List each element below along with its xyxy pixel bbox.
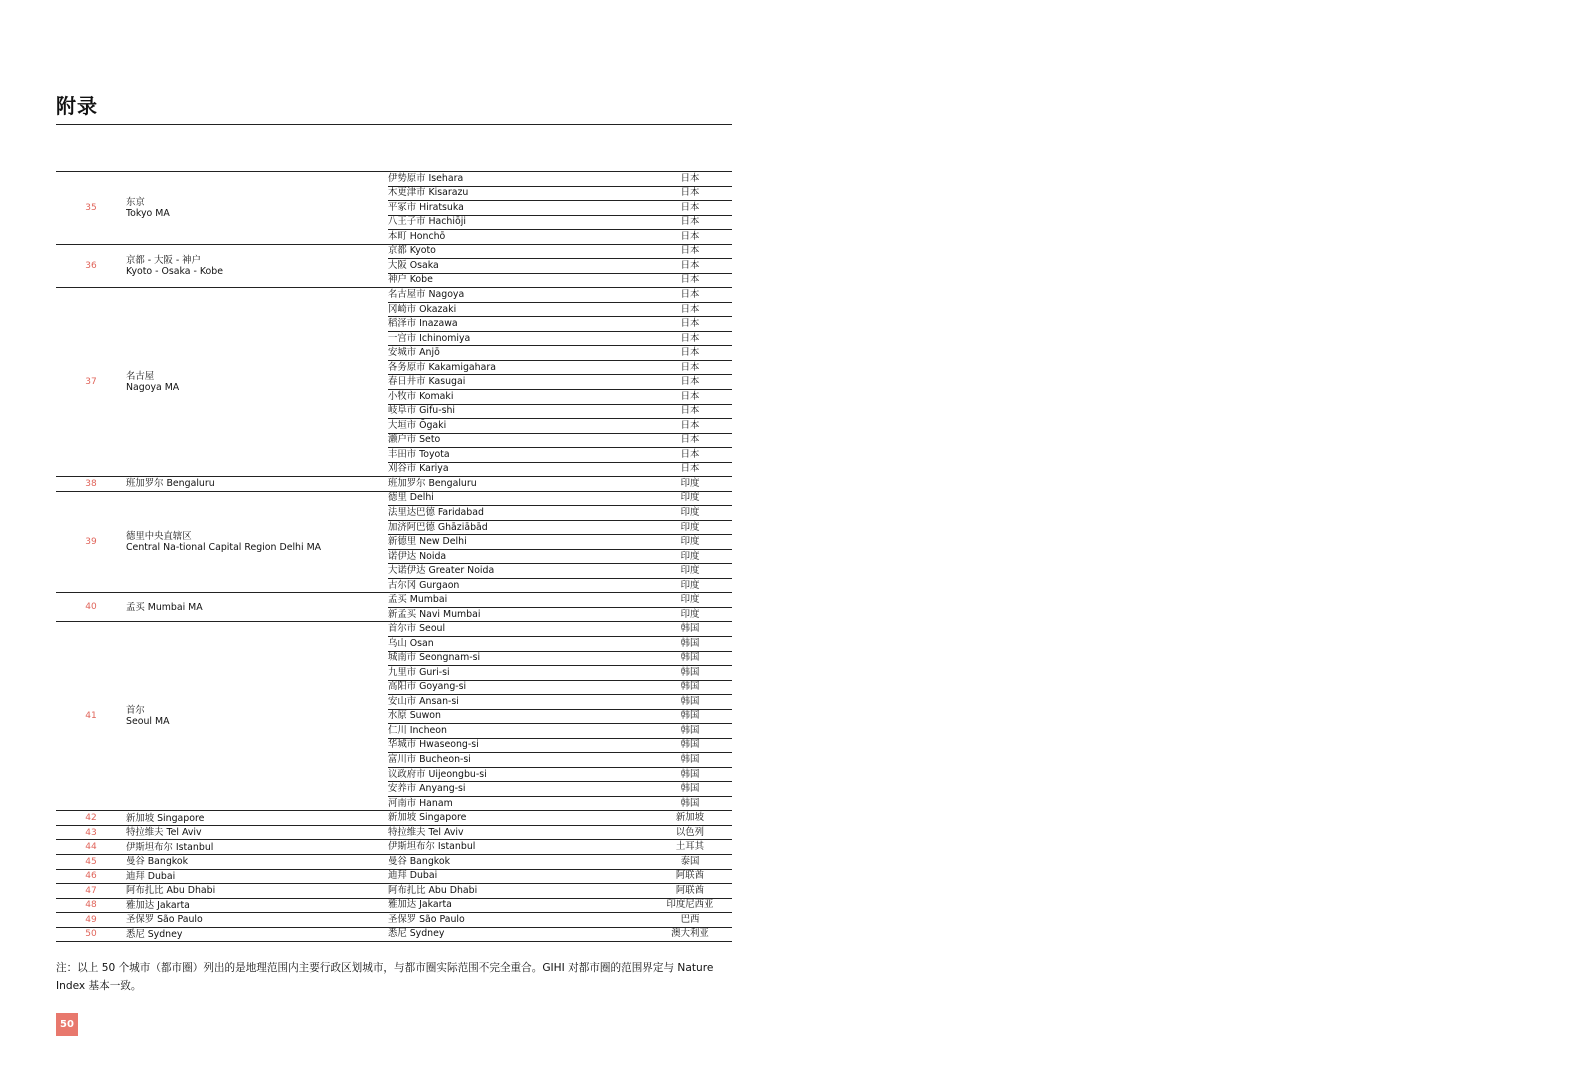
city-cell: 安养市 Anyang-si [388, 782, 648, 797]
metro-name-zh: 圣保罗 São Paulo [126, 914, 203, 926]
table-row [56, 898, 732, 913]
table-row [56, 593, 732, 608]
city-cell: 悉尼 Sydney [388, 927, 648, 942]
country-cell: 印度 [648, 593, 732, 608]
city-cell: 本町 Honchō [388, 230, 648, 245]
country-cell: 印度 [648, 607, 732, 622]
table-row [56, 869, 732, 884]
footnote: 注：以上 50 个城市（都市圈）列出的是地理范围内主要行政区划城市，与都市圈实际范围不完全重合。GIHI 对都市圈的范围界定与 Nature Index 基本一致。 [56, 962, 714, 992]
city-cell: 新孟买 Navi Mumbai [388, 607, 648, 622]
metro-area-cell [126, 244, 388, 288]
country-cell: 新加坡 [648, 811, 732, 826]
metro-name-zh: 名古屋 [126, 371, 155, 383]
metro-area-cell [126, 869, 388, 884]
city-cell: 稻泽市 Inazawa [388, 317, 648, 332]
country-cell: 日本 [648, 462, 732, 477]
metro-area-cell [126, 854, 388, 869]
metro-area-cell [126, 927, 388, 942]
country-cell: 印度 [648, 549, 732, 564]
country-cell: 印度 [648, 506, 732, 521]
city-cell: 乌山 Osan [388, 637, 648, 652]
city-cell: 一宫市 Ichinomiya [388, 331, 648, 346]
rank-cell: 43 [56, 825, 126, 840]
country-cell: 日本 [648, 201, 732, 216]
city-cell: 新德里 New Delhi [388, 535, 648, 550]
country-cell: 日本 [648, 331, 732, 346]
metro-area-cell [126, 811, 388, 826]
appendix-table-wrapper [56, 171, 732, 942]
rank-cell: 47 [56, 884, 126, 899]
country-cell: 日本 [648, 273, 732, 288]
metro-name-en: Nagoya MA [126, 382, 180, 394]
rank-cell: 45 [56, 854, 126, 869]
country-cell: 韩国 [648, 680, 732, 695]
city-cell: 雅加达 Jakarta [388, 898, 648, 913]
table-row [56, 913, 732, 928]
city-cell: 八王子市 Hachiōji [388, 215, 648, 230]
country-cell: 日本 [648, 375, 732, 390]
metro-name-zh: 悉尼 Sydney [126, 928, 183, 940]
metro-name-zh: 东京 [126, 196, 145, 208]
city-cell: 丰田市 Toyota [388, 448, 648, 463]
metro-area-cell [126, 172, 388, 245]
city-cell: 诺伊达 Noida [388, 549, 648, 564]
country-cell: 韩国 [648, 651, 732, 666]
city-cell: 木更津市 Kisarazu [388, 186, 648, 201]
metro-name-zh: 特拉维夫 Tel Aviv [126, 827, 202, 839]
city-cell: 特拉维夫 Tel Aviv [388, 825, 648, 840]
city-cell: 古尔冈 Gurgaon [388, 578, 648, 593]
country-cell: 印度 [648, 491, 732, 506]
metro-name-zh: 班加罗尔 Bengaluru [126, 478, 215, 490]
city-cell: 德里 Delhi [388, 491, 648, 506]
city-cell: 各务原市 Kakamigahara [388, 360, 648, 375]
city-cell: 九里市 Guri-si [388, 666, 648, 681]
country-cell: 日本 [648, 172, 732, 187]
metro-name-zh: 雅加达 Jakarta [126, 899, 190, 911]
table-row [56, 622, 732, 637]
country-cell: 印度尼西亚 [648, 898, 732, 913]
city-cell: 阿布扎比 Abu Dhabi [388, 884, 648, 899]
metro-area-cell [126, 491, 388, 593]
country-cell: 韩国 [648, 724, 732, 739]
country-cell: 韩国 [648, 738, 732, 753]
city-cell: 神户 Kobe [388, 273, 648, 288]
country-cell: 日本 [648, 259, 732, 274]
city-cell: 曼谷 Bangkok [388, 854, 648, 869]
table-row [56, 244, 732, 259]
country-cell: 日本 [648, 230, 732, 245]
city-cell: 富川市 Bucheon-si [388, 753, 648, 768]
city-cell: 新加坡 Singapore [388, 811, 648, 826]
city-cell: 名古屋市 Nagoya [388, 288, 648, 303]
country-cell: 韩国 [648, 753, 732, 768]
metro-name-en: Seoul MA [126, 716, 170, 728]
country-cell: 日本 [648, 186, 732, 201]
country-cell: 日本 [648, 433, 732, 448]
rank-cell: 37 [56, 288, 126, 477]
rank-cell: 36 [56, 244, 126, 288]
country-cell: 以色列 [648, 825, 732, 840]
country-cell: 韩国 [648, 709, 732, 724]
title-divider [56, 124, 732, 125]
country-cell: 韩国 [648, 622, 732, 637]
metro-area-cell [126, 913, 388, 928]
country-cell: 韩国 [648, 782, 732, 797]
metro-name-zh: 德里中央直辖区 [126, 531, 192, 543]
country-cell: 日本 [648, 346, 732, 361]
country-cell: 日本 [648, 288, 732, 303]
city-cell: 法里达巴德 Faridabad [388, 506, 648, 521]
metro-name-zh: 迪拜 Dubai [126, 870, 176, 882]
city-cell: 安山市 Ansan-si [388, 695, 648, 710]
page-number-badge: 50 [56, 1013, 78, 1036]
rank-cell: 50 [56, 927, 126, 942]
country-cell: 阿联酋 [648, 884, 732, 899]
country-cell: 印度 [648, 564, 732, 579]
table-row [56, 854, 732, 869]
table-row [56, 825, 732, 840]
city-cell: 河南市 Hanam [388, 796, 648, 811]
metro-name-zh: 首尔 [126, 705, 145, 717]
metro-area-cell [126, 477, 388, 492]
city-cell: 圣保罗 São Paulo [388, 913, 648, 928]
metro-area-cell [126, 622, 388, 811]
country-cell: 韩国 [648, 637, 732, 652]
country-cell: 韩国 [648, 666, 732, 681]
city-cell: 首尔市 Seoul [388, 622, 648, 637]
city-cell: 城南市 Seongnam-si [388, 651, 648, 666]
metro-area-cell [126, 840, 388, 855]
city-cell: 岐阜市 Gifu-shi [388, 404, 648, 419]
city-cell: 小牧市 Komaki [388, 389, 648, 404]
rank-cell: 46 [56, 869, 126, 884]
city-cell: 水原 Suwon [388, 709, 648, 724]
city-cell: 濑户市 Seto [388, 433, 648, 448]
table-row [56, 840, 732, 855]
rank-cell: 49 [56, 913, 126, 928]
country-cell: 阿联酋 [648, 869, 732, 884]
metro-name-zh: 京都 - 大阪 - 神户 [126, 254, 201, 266]
metro-name-zh: 孟买 Mumbai MA [126, 601, 203, 613]
country-cell: 日本 [648, 244, 732, 259]
table-row [56, 288, 732, 303]
city-cell: 京都 Kyoto [388, 244, 648, 259]
country-cell: 日本 [648, 404, 732, 419]
rank-cell: 38 [56, 477, 126, 492]
metro-name-zh: 伊斯坦布尔 Istanbul [126, 841, 214, 853]
country-cell: 日本 [648, 360, 732, 375]
rank-cell: 44 [56, 840, 126, 855]
rank-cell: 39 [56, 491, 126, 593]
city-cell: 春日井市 Kasugai [388, 375, 648, 390]
metro-name-zh: 曼谷 Bangkok [126, 856, 189, 868]
table-row [56, 477, 732, 492]
city-cell: 大垣市 Ōgaki [388, 419, 648, 434]
metro-name-zh: 新加坡 Singapore [126, 812, 205, 824]
city-cell: 孟买 Mumbai [388, 593, 648, 608]
metro-name-en: Central Na-tional Capital Region Delhi MA [126, 542, 322, 554]
city-cell: 冈崎市 Okazaki [388, 302, 648, 317]
city-cell: 迪拜 Dubai [388, 869, 648, 884]
metro-name-en: Kyoto - Osaka - Kobe [126, 265, 223, 277]
city-cell: 安城市 Anjō [388, 346, 648, 361]
table-row [56, 927, 732, 942]
city-cell: 大阪 Osaka [388, 259, 648, 274]
country-cell: 印度 [648, 535, 732, 550]
city-cell: 大诺伊达 Greater Noida [388, 564, 648, 579]
metro-area-cell [126, 898, 388, 913]
country-cell: 澳大利亚 [648, 927, 732, 942]
country-cell: 土耳其 [648, 840, 732, 855]
rank-cell: 41 [56, 622, 126, 811]
country-cell: 日本 [648, 448, 732, 463]
appendix-table-body [56, 172, 732, 942]
country-cell: 日本 [648, 302, 732, 317]
page-title: 附录 [56, 94, 98, 118]
appendix-table [56, 171, 732, 942]
metro-name-zh: 阿布扎比 Abu Dhabi [126, 885, 216, 897]
table-row [56, 884, 732, 899]
country-cell: 韩国 [648, 695, 732, 710]
country-cell: 日本 [648, 317, 732, 332]
country-cell: 印度 [648, 578, 732, 593]
country-cell: 日本 [648, 419, 732, 434]
country-cell: 巴西 [648, 913, 732, 928]
city-cell: 仁川 Incheon [388, 724, 648, 739]
city-cell: 伊势原市 Isehara [388, 172, 648, 187]
country-cell: 泰国 [648, 854, 732, 869]
city-cell: 平冢市 Hiratsuka [388, 201, 648, 216]
country-cell: 日本 [648, 215, 732, 230]
country-cell: 印度 [648, 520, 732, 535]
rank-cell: 48 [56, 898, 126, 913]
table-row [56, 172, 732, 187]
city-cell: 高阳市 Goyang-si [388, 680, 648, 695]
table-row [56, 491, 732, 506]
city-cell: 议政府市 Uijeongbu-si [388, 767, 648, 782]
rank-cell: 42 [56, 811, 126, 826]
city-cell: 伊斯坦布尔 Istanbul [388, 840, 648, 855]
country-cell: 日本 [648, 389, 732, 404]
city-cell: 刈谷市 Kariya [388, 462, 648, 477]
country-cell: 韩国 [648, 767, 732, 782]
rank-cell: 40 [56, 593, 126, 622]
metro-area-cell [126, 884, 388, 899]
metro-area-cell [126, 288, 388, 477]
country-cell: 韩国 [648, 796, 732, 811]
rank-cell: 35 [56, 172, 126, 245]
metro-area-cell [126, 593, 388, 622]
city-cell: 加济阿巴德 Ghāziābād [388, 520, 648, 535]
city-cell: 华城市 Hwaseong-si [388, 738, 648, 753]
table-row [56, 811, 732, 826]
country-cell: 印度 [648, 477, 732, 492]
metro-area-cell [126, 825, 388, 840]
metro-name-en: Tokyo MA [126, 207, 170, 219]
city-cell: 班加罗尔 Bengaluru [388, 477, 648, 492]
